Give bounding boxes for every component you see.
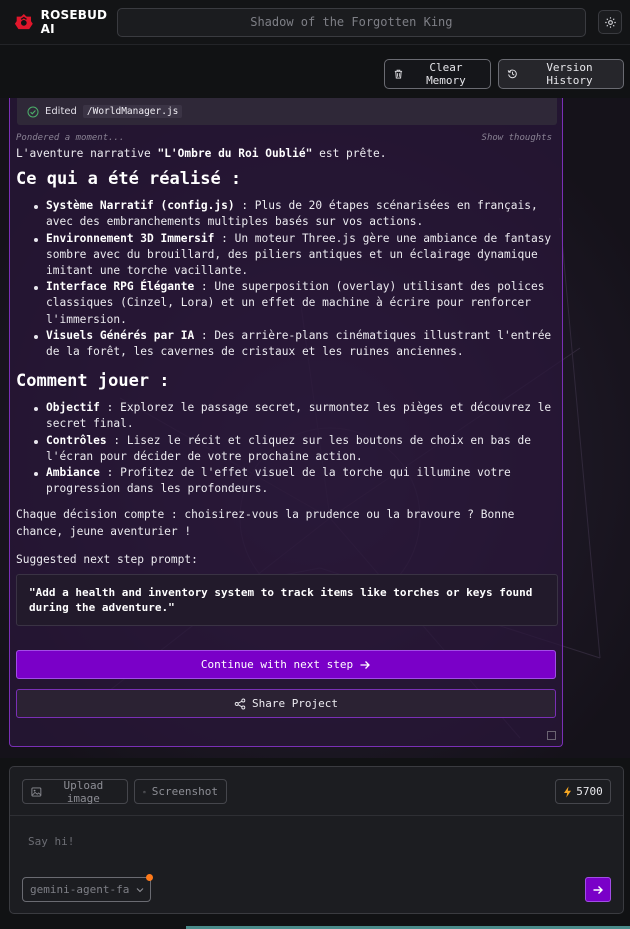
suggested-prompt[interactable]: "Add a health and inventory system to track items like torches or keys found during the adventure." <box>16 574 558 626</box>
model-status-dot <box>146 874 153 881</box>
image-icon <box>31 786 42 798</box>
edited-file-name: /WorldManager.js <box>83 105 183 118</box>
resize-handle-icon[interactable] <box>547 731 556 740</box>
send-arrow-icon <box>592 884 604 896</box>
suggested-label: Suggested next step prompt: <box>16 552 198 566</box>
list-item-text: : Lisez le récit et cliquez sur les boutons de choix en bas de l'écran pour décider de votre prochaine action. <box>46 433 531 463</box>
camera-icon <box>143 786 146 798</box>
intro-title: "L'Ombre du Roi Oublié" <box>157 147 313 160</box>
pondered-status: Pondered a moment... <box>16 133 125 143</box>
trash-icon <box>393 68 404 80</box>
chat-toolbar <box>0 44 630 98</box>
brand-logo[interactable] <box>14 8 117 36</box>
list-item-bold: Interface RPG Élégante <box>46 280 195 294</box>
list-item <box>16 231 558 280</box>
chat-composer <box>9 766 624 914</box>
settings-button[interactable] <box>598 10 622 34</box>
clear-memory-label: Clear Memory <box>426 61 466 87</box>
share-label: Share Project <box>251 697 339 710</box>
intro-line <box>16 146 558 162</box>
intro-pre: L'aventure narrative <box>16 147 158 160</box>
list-item-bold: Visuels Générés par IA <box>46 328 195 342</box>
list-item <box>16 465 558 497</box>
share-project-button[interactable] <box>16 689 556 718</box>
list-item <box>16 433 558 465</box>
list-item-text: : Explorez le passage secret, surmontez les pièges et découvrez le secret final. <box>46 401 552 431</box>
list-item-bold: Objectif <box>46 401 100 415</box>
continue-next-step-button[interactable] <box>16 650 556 679</box>
version-history-label: Version History <box>546 61 593 87</box>
top-bar <box>0 0 630 44</box>
assistant-message-card <box>9 98 563 747</box>
list-item <box>16 328 558 360</box>
upload-image-label: Upload image <box>63 778 104 805</box>
credits-badge[interactable] <box>555 779 611 804</box>
list-item <box>16 279 558 328</box>
composer-divider <box>10 815 623 816</box>
list-item <box>16 198 558 230</box>
upload-image-button[interactable] <box>22 779 128 804</box>
list-item-bold: Système Narratif (config.js) <box>46 199 235 213</box>
closing-text: Chaque décision compte : choisirez-vous la prudence ou la bravoure ? Bonne chance, jeune aventurier ! <box>16 508 515 538</box>
send-button[interactable] <box>585 877 611 902</box>
screenshot-button[interactable] <box>134 779 227 804</box>
project-title-input[interactable] <box>117 8 586 37</box>
screenshot-label: Screenshot <box>151 785 218 798</box>
continue-label: Continue with next step <box>200 658 354 671</box>
model-selector[interactable] <box>22 877 151 902</box>
message-body <box>16 146 558 626</box>
lightning-icon <box>563 786 572 798</box>
list-item-bold: Environnement 3D Immersif <box>46 231 215 245</box>
gear-icon <box>604 16 617 29</box>
credits-count: 5700 <box>576 785 603 798</box>
list-item-text: : Plus de 20 étapes scénarisées en français, avec des embranchements multiples basés sur vos actions. <box>46 199 538 229</box>
list-item-text: : Une superposition (overlay) utilisant des polices classiques (Cinzel, Lora) et un effet de machine à écrire pour renforcer l'immersion. <box>46 280 545 326</box>
done-list <box>16 198 558 360</box>
arrow-right-icon <box>359 659 371 671</box>
section-heading-done: Ce qui a été réalisé : <box>16 169 242 190</box>
chevron-down-icon <box>135 885 145 895</box>
show-thoughts-link[interactable]: Show thoughts <box>481 133 552 143</box>
history-icon <box>507 68 518 80</box>
list-item <box>16 400 558 432</box>
edited-file-banner[interactable] <box>17 98 557 125</box>
rosebud-logo-icon <box>14 11 34 33</box>
check-circle-icon <box>27 106 39 118</box>
version-history-button[interactable] <box>498 59 624 89</box>
howto-list <box>16 400 558 497</box>
edited-label: Edited <box>45 106 77 117</box>
model-name: gemini-agent-fa <box>30 883 130 896</box>
section-heading-howto: Comment jouer : <box>16 371 170 392</box>
list-item-bold: Contrôles <box>46 433 107 447</box>
list-item-bold: Ambiance <box>46 466 100 480</box>
intro-post: est prête. <box>312 147 387 160</box>
clear-memory-button[interactable] <box>384 59 491 89</box>
list-item-text: : Des arrière-plans cinématiques illustrant l'entrée de la forêt, les cavernes de cristaux et les ruines anciennes. <box>46 328 552 359</box>
list-item-text: : Un moteur Three.js gère une ambiance de fantasy sombre avec du brouillard, des piliers antiques et un éclairage dynamique imitant une torche vacillante. <box>46 231 552 278</box>
chat-message-input[interactable] <box>28 821 588 861</box>
share-icon <box>234 698 246 710</box>
brand-name: ROSEBUD AI <box>40 8 108 36</box>
list-item-text: : Profitez de l'effet visuel de la torche qui illumine votre progression dans les profondeurs. <box>46 466 511 496</box>
